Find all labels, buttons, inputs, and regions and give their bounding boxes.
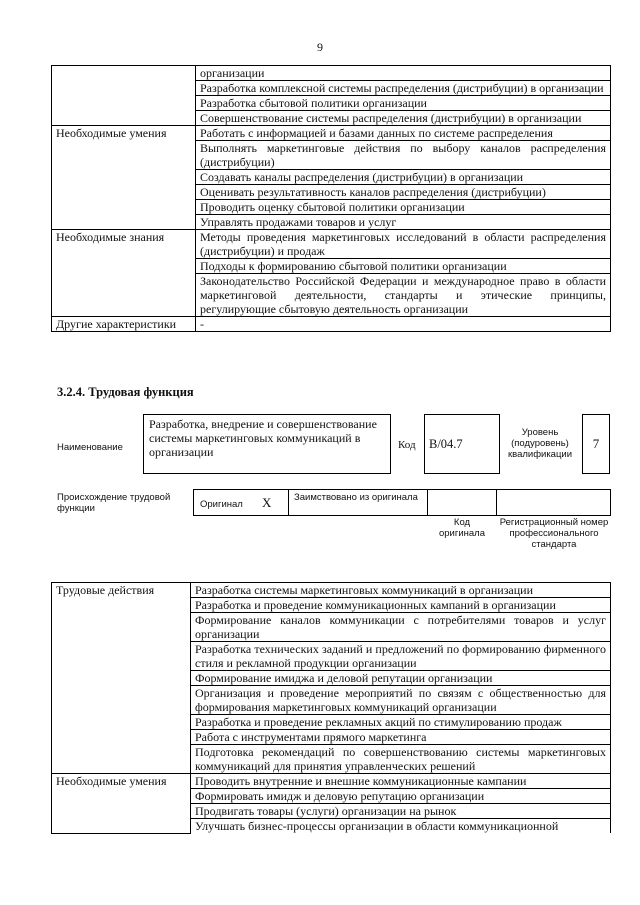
table-cell: Проводить внутренние и внешние коммуникационные кампании <box>191 774 611 789</box>
reg-number-cell <box>496 489 611 516</box>
table-cell: Выполнять маркетинговые действия по выбору каналов распределения (дистрибуции) <box>196 141 611 170</box>
table-cell: Разработка технических заданий и предложений по формированию фирменного стиля и рекламной продукции организации <box>191 642 611 671</box>
function-name: Разработка, внедрение и совершенствование системы маркетинговых коммуникаций в организации <box>149 417 377 459</box>
competency-table-continued <box>51 65 611 332</box>
code-caption: Код оригинала <box>438 517 485 539</box>
row-label-other: Другие характеристики <box>52 317 196 332</box>
table-cell: Создавать каналы распределения (дистрибуции) в организации <box>196 170 611 185</box>
continued-row-label <box>52 66 196 126</box>
level-value: 7 <box>592 436 600 451</box>
origin-code-cell <box>427 489 497 516</box>
labor-actions-table <box>51 582 611 834</box>
original-mark: X <box>262 495 272 510</box>
reg-caption: Регистрационный номер профессионального стандарта <box>499 517 609 550</box>
table-cell: Формирование каналов коммуникации с потребителями товаров и услуг организации <box>191 613 611 642</box>
borrowed-label: Заимствовано из оригинала <box>294 492 418 503</box>
code-label: Код <box>398 439 416 451</box>
table-cell: Разработка и проведение рекламных акций по стимулированию продаж <box>191 715 611 730</box>
name-label: Наименование <box>57 442 123 453</box>
table-cell: Продвигать товары (услуги) организации на рынок <box>191 804 611 819</box>
table-cell: Работать с информацией и базами данных по системе распределения <box>196 126 611 141</box>
table-cell: Разработка и проведение коммуникационных кампаний в организации <box>191 598 611 613</box>
table-cell: Подготовка рекомендаций по совершенствованию системы маркетинговых коммуникаций для принятия управленческих решений <box>191 745 611 774</box>
level-box <box>582 414 610 474</box>
table-cell: Улучшать бизнес-процессы организации в области коммуникационной <box>191 819 611 834</box>
table-cell: Организация и проведение мероприятий по связям с общественностью для формирования маркетинговых коммуникаций организации <box>191 686 611 715</box>
row-label-actions: Трудовые действия <box>52 583 191 774</box>
table-cell: Управлять продажами товаров и услуг <box>196 215 611 230</box>
table-cell: организации <box>196 66 611 81</box>
table-cell: Проводить оценку сбытовой политики организации <box>196 200 611 215</box>
table-cell: Разработка системы маркетинговых коммуникаций в организации <box>191 583 611 598</box>
row-label-skills: Необходимые умения <box>52 126 196 230</box>
table-cell: Разработка сбытовой политики организации <box>196 96 611 111</box>
table-cell: - <box>196 317 611 332</box>
table-cell: Разработка комплексной системы распределения (дистрибуции) в организации <box>196 81 611 96</box>
page-number: 9 <box>317 40 323 54</box>
original-label: Оригинал <box>200 499 243 510</box>
table-cell: Формирование имиджа и деловой репутации организации <box>191 671 611 686</box>
table-cell: Законодательство Российской Федерации и международное право в области маркетинговой деятельности, стандарты и этические принципы, регулирующие сбытовую деятельность организации <box>196 274 611 317</box>
table-cell: Оценивать результативность каналов распределения (дистрибуции) <box>196 185 611 200</box>
table-cell: Подходы к формированию сбытовой политики организации <box>196 259 611 274</box>
table-cell: Совершенствование системы распределения (дистрибуции) в организации <box>196 111 611 126</box>
row-label-knowledge: Необходимые знания <box>52 230 196 317</box>
table-cell: Формировать имидж и деловую репутацию организации <box>191 789 611 804</box>
row-label-skills-2: Необходимые умения <box>52 774 191 834</box>
function-name-box <box>143 414 391 474</box>
code-box <box>424 414 500 474</box>
section-title: 3.2.4. Трудовая функция <box>57 385 194 399</box>
origin-label: Происхождение трудовой функции <box>57 492 171 514</box>
original-cell <box>193 489 289 516</box>
borrowed-cell <box>288 489 428 516</box>
table-cell: Работа с инструментами прямого маркетинга <box>191 730 611 745</box>
table-cell: Методы проведения маркетинговых исследований в области распределения (дистрибуции) и продаж <box>196 230 611 259</box>
code-value: B/04.7 <box>429 437 463 451</box>
level-label: Уровень (подуровень) квалификации <box>507 427 573 460</box>
